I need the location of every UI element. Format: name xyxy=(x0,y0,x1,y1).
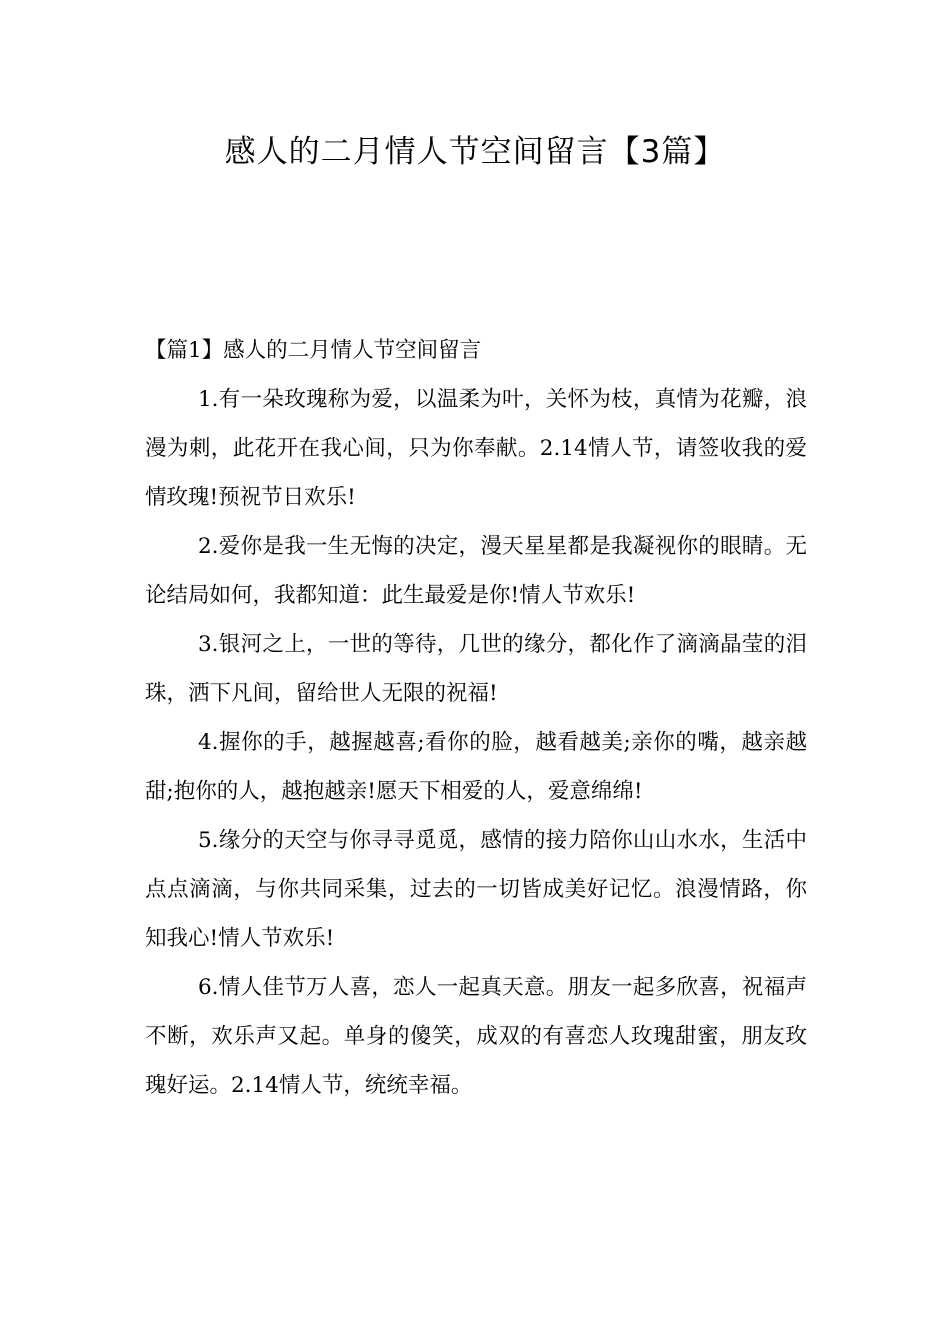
paragraph-4: 4.握你的手，越握越喜;看你的脸，越看越美;亲你的嘴，越亲越甜;抱你的人，越抱越亲!愿天下相爱的人，爱意绵绵! xyxy=(145,730,807,804)
document-title: 感人的二月情人节空间留言【3篇】 xyxy=(224,134,726,170)
paragraph-6: 6.情人佳节万人喜，恋人一起真天意。朋友一起多欣喜，祝福声不断，欢乐声又起。单身的傻笑，成双的有喜恋人玫瑰甜蜜，朋友玫瑰好运。2.14情人节，统统幸福。 xyxy=(145,975,807,1098)
document-body xyxy=(145,326,807,1110)
paragraph-5: 5.缘分的天空与你寻寻觅觅，感情的接力陪你山山水水，生活中点点滴滴，与你共同采集，过去的一切皆成美好记忆。浪漫情路，你知我心!情人节欢乐! xyxy=(145,828,807,951)
section-heading: 【篇1】感人的二月情人节空间留言 xyxy=(145,338,482,363)
paragraph-1: 1.有一朵玫瑰称为爱，以温柔为叶，关怀为枝，真情为花瓣，浪漫为刺，此花开在我心间，只为你奉献。2.14情人节，请签收我的爱情玫瑰!预祝节日欢乐! xyxy=(145,387,807,510)
paragraph-3: 3.银河之上，一世的等待，几世的缘分，都化作了滴滴晶莹的泪珠，洒下凡间，留给世人无限的祝福! xyxy=(145,632,807,706)
paragraph-2: 2.爱你是我一生无悔的决定，漫天星星都是我凝视你的眼睛。无论结局如何，我都知道：此生最爱是你!情人节欢乐! xyxy=(145,534,807,608)
